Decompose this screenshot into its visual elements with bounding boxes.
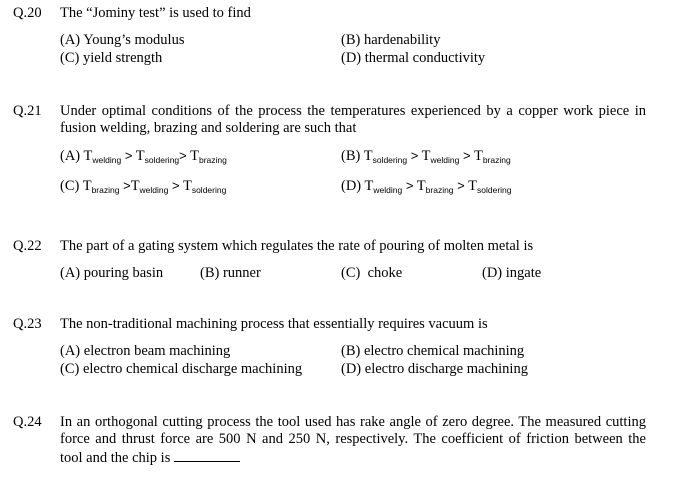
option-label: (C) — [60, 178, 80, 194]
question-text: The non-traditional machining process that essentially requires vacuum is — [60, 316, 488, 332]
question-number: Q.24 — [13, 414, 42, 430]
temperature-symbol: T — [135, 148, 145, 164]
temperature-symbol: T — [416, 178, 426, 194]
temperature-symbol: T — [130, 178, 140, 194]
question-text-line: fusion welding, brazing and soldering are such that — [60, 120, 357, 136]
greater-than-sign: > — [410, 148, 419, 163]
question-number: Q.21 — [13, 103, 42, 119]
temperature-subscript: welding — [430, 155, 460, 165]
greater-than-sign: > — [179, 148, 187, 163]
option-c[interactable]: (C) yield strength — [60, 50, 163, 66]
option-d[interactable]: (D) electro discharge machining — [341, 361, 528, 377]
greater-than-sign: > — [457, 178, 465, 193]
temperature-subscript: brazing — [198, 155, 227, 165]
temperature-symbol: T — [83, 148, 93, 164]
temperature-subscript: soldering — [477, 185, 512, 195]
option-label: (A) — [60, 148, 81, 164]
temperature-symbol: T — [364, 178, 374, 194]
temperature-subscript: welding — [373, 185, 403, 195]
temperature-subscript: soldering — [372, 155, 408, 165]
temperature-symbol: T — [473, 148, 483, 164]
question-text: The part of a gating system which regulates the rate of pouring of molten metal is — [60, 238, 534, 254]
temperature-symbol: T — [182, 178, 192, 194]
temperature-subscript: brazing — [482, 155, 511, 165]
answer-blank[interactable] — [174, 448, 240, 462]
question-text-fragment: tool and the chip is — [60, 450, 171, 466]
temperature-subscript: brazing — [425, 185, 454, 195]
question-number: Q.22 — [13, 238, 42, 254]
question-text — [60, 414, 646, 467]
greater-than-sign: > — [124, 148, 133, 163]
question-text — [60, 103, 646, 137]
temperature-subscript: soldering — [191, 185, 227, 195]
temperature-symbol: T — [421, 148, 431, 164]
temperature-subscript: brazing — [91, 185, 120, 195]
option-a[interactable]: (A) electron beam machining — [60, 343, 231, 359]
temperature-subscript: welding — [92, 155, 122, 165]
option-c[interactable] — [60, 177, 226, 195]
option-d[interactable]: (D) thermal conductivity — [341, 50, 486, 66]
greater-than-sign: > — [405, 178, 414, 193]
option-label: (D) — [341, 178, 362, 194]
option-a[interactable] — [60, 147, 227, 165]
option-b[interactable]: (B) hardenability — [341, 32, 441, 48]
option-label: (B) — [341, 148, 361, 164]
option-a[interactable]: (A) pouring basin — [60, 265, 164, 281]
greater-than-sign: > — [123, 178, 131, 193]
question-number: Q.23 — [13, 316, 42, 332]
question-text-line: In an orthogonal cutting process the tool used has rake angle of zero degree. The measured cutting — [60, 414, 646, 430]
option-d[interactable] — [341, 177, 512, 195]
greater-than-sign: > — [462, 148, 471, 163]
question-text-line: Under optimal conditions of the process the temperatures experienced by a copper work piece in — [60, 103, 646, 119]
option-c[interactable]: (C) electro chemical discharge machining — [60, 361, 303, 377]
temperature-subscript: soldering — [144, 155, 180, 165]
question-number: Q.20 — [13, 5, 42, 21]
question-text-line: force and thrust force are 500 N and 250 N, respectively. The coefficient of friction between the — [60, 431, 646, 447]
option-b[interactable] — [341, 147, 511, 165]
temperature-symbol: T — [190, 148, 199, 164]
greater-than-sign: > — [172, 178, 180, 193]
option-b[interactable]: (B) runner — [200, 265, 261, 281]
temperature-symbol: T — [468, 178, 477, 194]
option-d[interactable]: (D) ingate — [482, 265, 542, 281]
temperature-symbol: T — [82, 178, 92, 194]
question-text-line — [60, 448, 646, 467]
option-a[interactable]: (A) Young’s modulus — [60, 32, 185, 48]
question-text: The “Jominy test” is used to find — [60, 5, 251, 21]
temperature-symbol: T — [363, 148, 373, 164]
option-b[interactable]: (B) electro chemical machining — [341, 343, 525, 359]
temperature-subscript: welding — [139, 185, 169, 195]
option-c[interactable]: (C) choke — [341, 265, 403, 281]
